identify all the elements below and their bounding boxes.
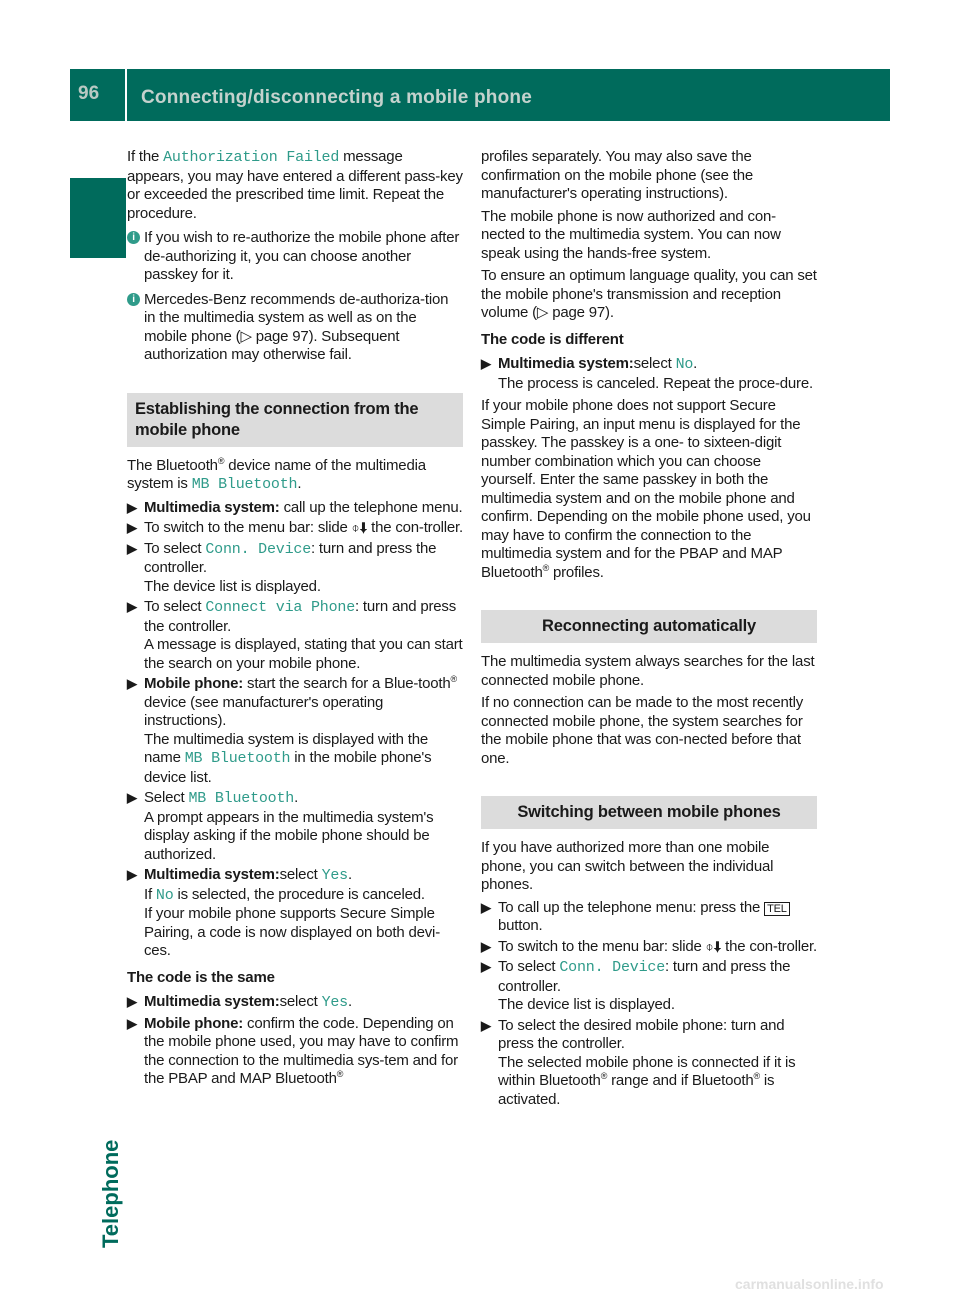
step	[481, 938, 817, 957]
bullet-arrow-icon: ▶	[127, 867, 137, 882]
info-text: If you wish to re-authorize the mobile phone after de-authorizing it, you can choose another passkey for it.	[144, 229, 460, 283]
paragraph: profiles separately. You may also save the confirmation on the mobile phone (see the manufacturer's operating instructions).	[481, 148, 753, 202]
step-text: the con-troller.	[721, 937, 817, 955]
tel-key-icon: TEL	[764, 902, 790, 916]
bullet-arrow-icon: ▶	[127, 790, 137, 805]
step	[481, 1017, 817, 1110]
registered-mark: ®	[542, 562, 550, 573]
paragraph: If no connection can be made to the most recently connected mobile phone, the system searches for the mobile phone that was con-nected before that one.	[481, 694, 804, 767]
subheading-code-same: The code is the same	[127, 968, 275, 986]
footer-watermark: carmanualsonline.info	[735, 1276, 884, 1292]
header-divider	[125, 69, 127, 121]
step-text: Select	[144, 789, 189, 806]
bullet-arrow-icon: ▶	[481, 1017, 491, 1033]
info-icon: i	[127, 293, 140, 306]
page-ref-arrow-icon: ▷	[240, 327, 252, 345]
step-result: is activated.	[498, 1072, 775, 1108]
step	[481, 958, 817, 1015]
info-note	[127, 229, 463, 285]
step	[127, 1015, 463, 1089]
step-result: If your mobile phone supports Secure Simple Pairing, a code is now displayed on both devi-ces.	[144, 905, 440, 959]
step	[127, 675, 463, 787]
step-text: .	[347, 993, 352, 1010]
step-result: in the mobile phone's device list.	[144, 749, 432, 786]
paragraph: The mobile phone is now authorized and con-nected to the multimedia system. You can now speak using the hands-free system.	[481, 207, 781, 262]
step	[127, 519, 463, 538]
left-column	[127, 148, 463, 1091]
code-yes: Yes	[321, 867, 348, 884]
step-text: .	[347, 866, 352, 883]
page-title: Connecting/disconnecting a mobile phone	[141, 87, 532, 108]
paragraph	[481, 267, 817, 323]
step	[127, 993, 463, 1013]
code-no: No	[675, 356, 694, 373]
step-text: : turn and press the controller.	[144, 539, 437, 576]
step-text: To select	[144, 598, 206, 615]
side-tab	[70, 178, 126, 258]
step-label: Mobile phone:	[144, 675, 244, 692]
bullet-arrow-icon: ▶	[481, 959, 491, 974]
code-mb-bluetooth: MB Bluetooth	[188, 790, 295, 807]
section-heading-reconnecting: Reconnecting automatically	[481, 610, 817, 643]
info-text: page 97). Subsequent authorization may otherwise fail.	[144, 327, 400, 363]
text: .	[297, 475, 302, 492]
text: page 97).	[548, 304, 614, 321]
step-result: A message is displayed, stating that you can start the search on your mobile phone.	[144, 636, 463, 672]
text: message appears, you may have entered a different pass-key or exceeded the prescribed time limit. Repeat the procedure.	[127, 148, 463, 222]
paragraph: The multimedia system always searches for the last connected mobile phone.	[481, 653, 815, 689]
step-label: Mobile phone:	[144, 1014, 244, 1032]
registered-mark: ®	[753, 1071, 760, 1081]
step-result: is selected, the procedure is canceled.	[173, 885, 425, 903]
step-result: The device list is displayed.	[498, 996, 675, 1013]
step-text: select	[279, 866, 322, 883]
bullet-arrow-icon: ▶	[127, 499, 137, 515]
step-text: To call up the telephone menu: press the	[498, 898, 765, 916]
bullet-arrow-icon: ▶	[127, 520, 137, 535]
step-label: Multimedia system:	[144, 498, 280, 516]
right-column	[481, 148, 817, 1111]
subheading-code-different: The code is different	[481, 330, 624, 348]
bullet-arrow-icon: ▶	[127, 1015, 137, 1031]
step-text: device (see manufacturer's operating instructions).	[144, 693, 384, 729]
step	[127, 598, 463, 673]
code-mb-bluetooth: MB Bluetooth	[184, 750, 291, 767]
step-result: If	[144, 885, 156, 903]
step-result: The device list is displayed.	[144, 577, 321, 595]
info-text: Mercedes-Benz recommends de-authoriza-tion in the multimedia system as well as on the mobile phone (	[144, 290, 449, 345]
code-mb-bluetooth: MB Bluetooth	[191, 476, 298, 493]
page-number: 96	[78, 83, 100, 104]
step	[127, 866, 463, 961]
text: To ensure an optimum language quality, you can set the mobile phone's transmission and reception volume (	[481, 267, 817, 321]
text: If the	[127, 148, 164, 165]
step-text: To select	[144, 539, 206, 557]
step-result: The process is canceled. Repeat the proce-dure.	[498, 374, 813, 392]
code-yes: Yes	[321, 994, 348, 1011]
registered-mark: ®	[336, 1069, 344, 1079]
step-text: select	[633, 355, 676, 372]
step-text: : turn and press the controller.	[144, 598, 457, 635]
controller-slide-icon: ⌽⬇	[351, 520, 368, 535]
step-text: : turn and press the controller.	[498, 958, 791, 995]
controller-slide-icon: ⌽⬇	[705, 938, 722, 954]
code-connect-via-phone: Connect via Phone	[205, 599, 355, 616]
step-result: The multimedia system is displayed with the name	[144, 730, 429, 766]
step-text: select	[279, 993, 322, 1010]
auth-failed-paragraph	[127, 148, 463, 223]
bullet-arrow-icon: ▶	[127, 540, 137, 556]
step-text: start the search for a Blue-tooth	[243, 675, 451, 692]
step-result: A prompt appears in the multimedia system's display asking if the mobile phone should be authorized.	[144, 808, 434, 863]
step-text: button.	[498, 917, 543, 934]
step-text: the con-troller.	[367, 519, 463, 536]
step-text: .	[693, 355, 698, 372]
step-text: confirm the code. Depending on the mobile phone used, you may have to confirm the connection to the multimedia sys-tem and for the PBAP and MAP Bluetooth	[144, 1014, 459, 1087]
bullet-arrow-icon: ▶	[481, 899, 491, 915]
code-conn-device: Conn. Device	[205, 540, 311, 558]
step	[127, 540, 463, 597]
registered-mark: ®	[450, 674, 457, 684]
bullet-arrow-icon: ▶	[127, 599, 137, 614]
code-authorization-failed: Authorization Failed	[163, 149, 340, 166]
step-text: call up the telephone menu.	[279, 498, 463, 516]
step	[481, 355, 817, 393]
step-result: range and if Bluetooth	[607, 1072, 754, 1089]
step-text: To select the desired mobile phone: turn and press the controller.	[498, 1016, 785, 1052]
paragraph: If you have authorized more than one mobile phone, you can switch between the individual phones.	[481, 839, 774, 893]
registered-mark: ®	[600, 1071, 608, 1081]
bt-name-paragraph	[127, 457, 463, 495]
code-conn-device: Conn. Device	[559, 959, 665, 976]
step-text: To switch to the menu bar: slide	[498, 937, 706, 955]
step-text: To switch to the menu bar: slide	[144, 519, 352, 536]
step-label: Multimedia system:	[498, 355, 634, 372]
step-result: The selected mobile phone is connected if it is within Bluetooth	[498, 1053, 796, 1089]
section-heading-switching: Switching between mobile phones	[481, 796, 817, 829]
text: The Bluetooth	[127, 456, 218, 474]
text: profiles.	[549, 563, 604, 581]
step	[127, 789, 463, 864]
bullet-arrow-icon: ▶	[127, 676, 137, 691]
step-text: To select	[498, 958, 560, 975]
registered-mark: ®	[217, 455, 225, 466]
side-label: Telephone	[98, 1139, 123, 1248]
code-no: No	[155, 886, 174, 904]
text: If your mobile phone does not support Secure Simple Pairing, an input menu is displayed for the passkey. The passkey is a one- to sixteen-digit number combination which you can choose yourself. Enter the same passkey in both the multimedia system and on the mobile phone and confirm. Depending on the mobile phone used, you may have to confirm the connection to the multimedia system and for the PBAP and MAP Bluetooth	[481, 397, 811, 581]
step	[481, 899, 817, 936]
info-note	[127, 291, 463, 365]
step-label: Multimedia system:	[144, 866, 280, 883]
step-text: .	[294, 789, 299, 806]
page-ref-arrow-icon: ▷	[536, 304, 549, 321]
step	[127, 499, 463, 518]
info-icon: i	[127, 231, 140, 244]
bullet-arrow-icon: ▶	[481, 938, 491, 954]
text: device name of the multimedia system is	[127, 456, 426, 492]
bullet-arrow-icon: ▶	[481, 356, 491, 371]
section-heading-establishing: Establishing the connection from the mobile phone	[127, 393, 463, 447]
paragraph	[481, 397, 817, 582]
bullet-arrow-icon: ▶	[127, 994, 137, 1009]
step-label: Multimedia system:	[144, 993, 280, 1010]
